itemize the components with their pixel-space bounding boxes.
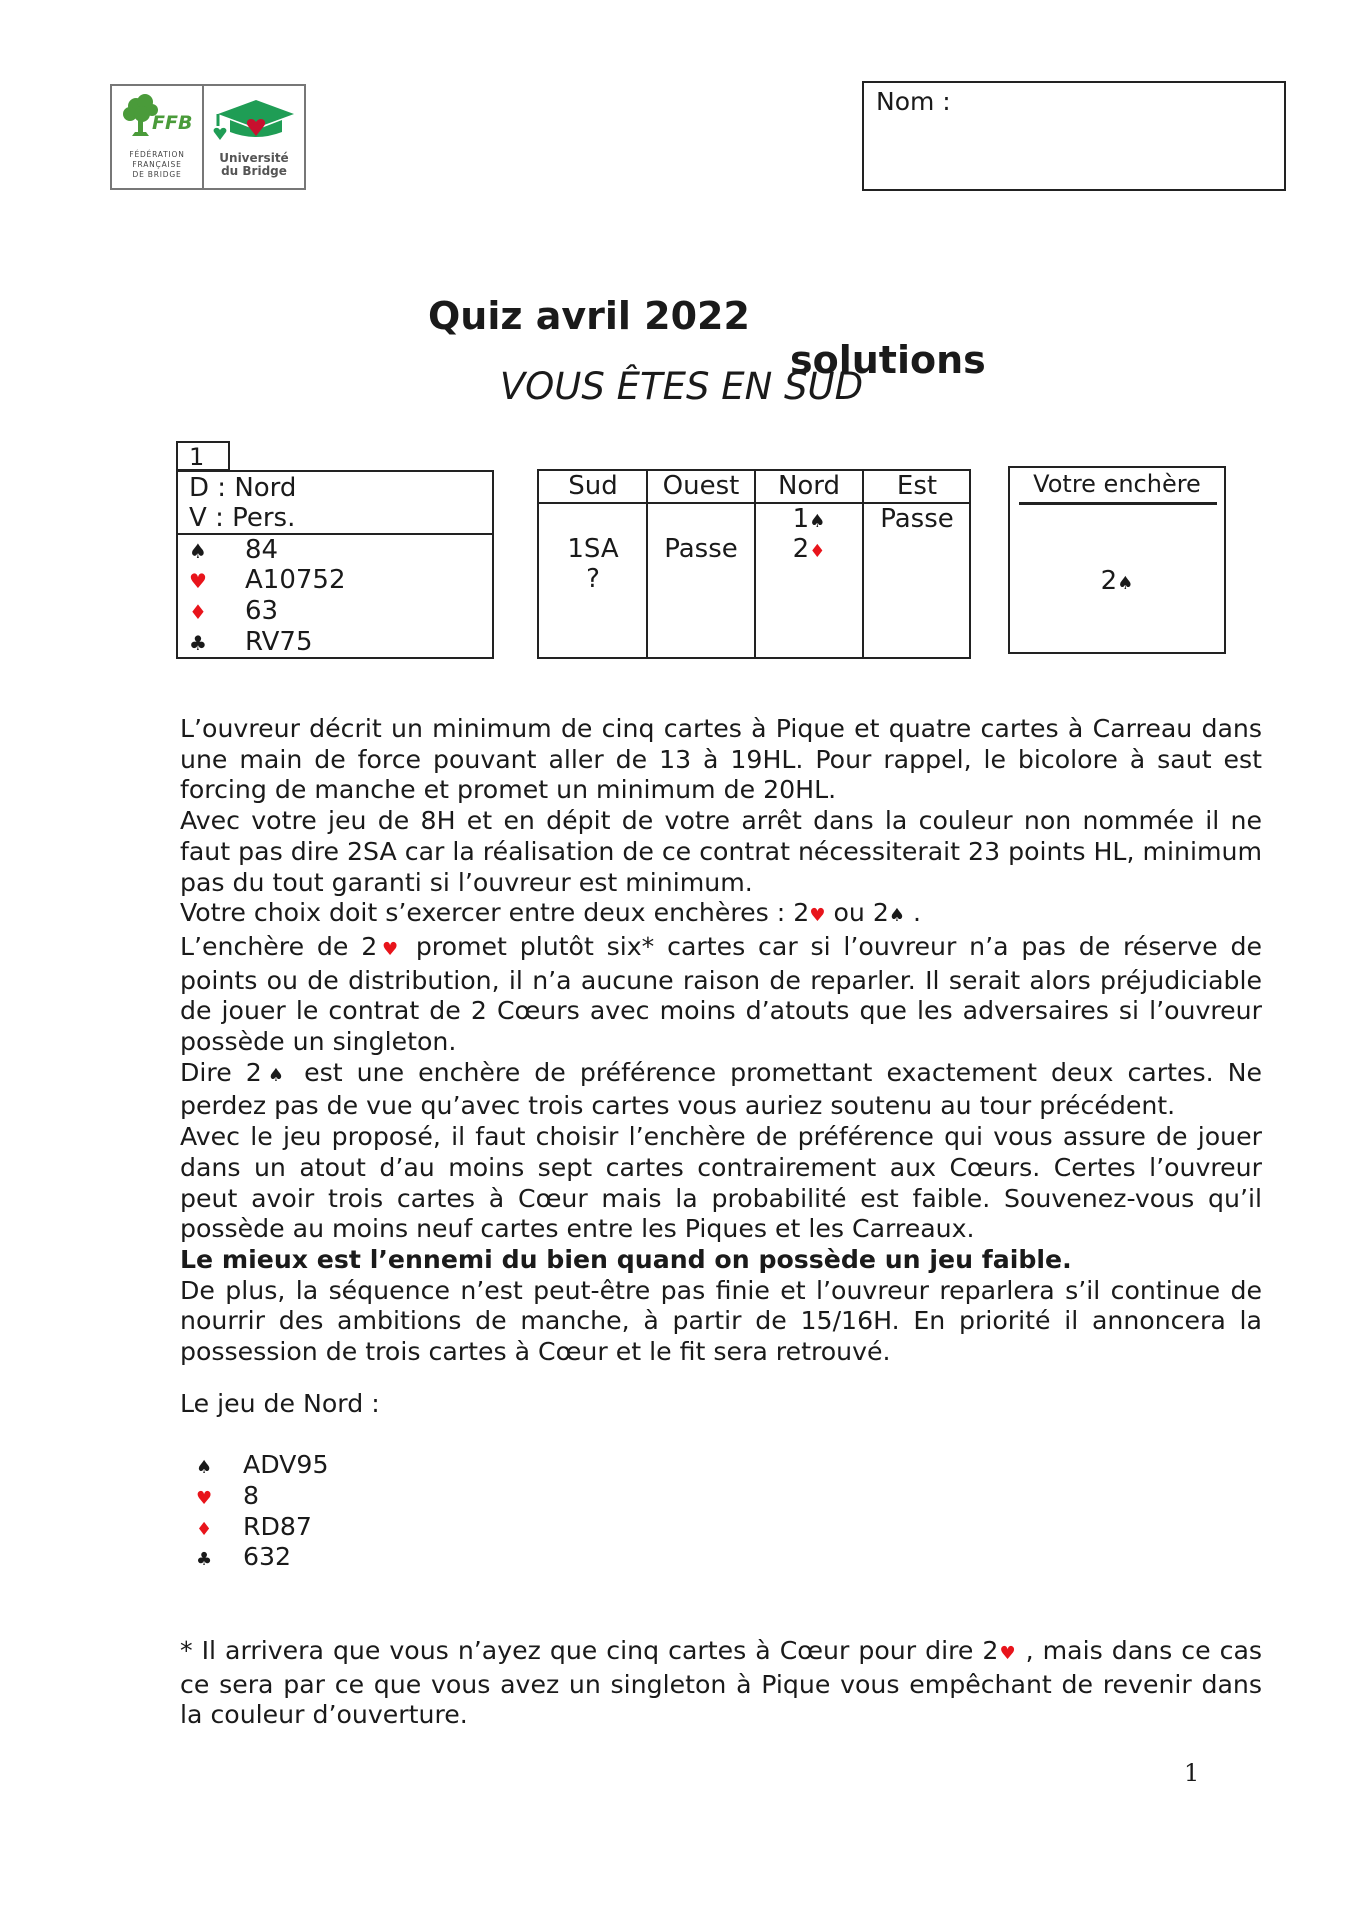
answer-label: Votre enchère — [1033, 470, 1201, 498]
north-hand-label: Le jeu de Nord : — [180, 1389, 380, 1418]
title-main: Quiz avril 2022 — [428, 294, 750, 338]
bidding-header: Ouest — [662, 471, 740, 501]
universite-text: du Bridge — [221, 164, 287, 178]
suit-cards: 632 — [243, 1542, 292, 1571]
paragraph: Votre choix doit s’exercer entre deux enchères : 2♥ ou 2♠ . — [180, 898, 922, 928]
ffb-logo-panel — [112, 86, 204, 188]
bid-call: Passe — [664, 534, 738, 564]
ffb-logo — [110, 84, 306, 190]
page-subtitle: VOUS ÊTES EN SUD — [499, 365, 864, 408]
suit-cards: 8 — [243, 1481, 260, 1510]
spades-icon: ♠ — [1117, 573, 1134, 594]
universite-text: Université — [219, 151, 289, 165]
name-field[interactable] — [862, 81, 1286, 191]
bidding-header: Sud — [568, 471, 618, 501]
paragraph: Dire 2♠ est une enchère de préférence promettant exactement deux cartes. Ne perdez pas de vue qu’avec trois cartes vous auriez soutenu au tour précédent. — [180, 1057, 1262, 1121]
bid-call: 2♦ — [792, 534, 826, 564]
solution-text — [180, 714, 1262, 1368]
paragraph: L’ouvreur décrit un minimum de cinq cartes à Pique et quatre cartes à Carreau dans une main de force pouvant aller de 13 à 19HL. Pour rappel, le bicolore à saut est forcing de manche et promet un minimum de 20HL. — [180, 714, 1262, 805]
key-sentence: Le mieux est l’ennemi du bien quand on possède un jeu faible. — [180, 1244, 1072, 1274]
hearts-icon: ♥ — [196, 1488, 213, 1509]
page-title — [0, 250, 1356, 382]
universite-logo-panel — [204, 86, 304, 188]
ffb-text-line: DE BRIDGE — [132, 170, 182, 179]
ffb-tree-icon — [112, 92, 200, 150]
suit-cards: 63 — [245, 596, 279, 626]
ffb-text-line: FÉDÉRATION — [129, 150, 185, 159]
spades-icon: ♠ — [809, 511, 826, 532]
graduation-cap-icon — [204, 92, 308, 148]
title-suffix: solutions — [790, 338, 986, 382]
footnote: * Il arrivera que vous n’ayez que cinq cartes à Cœur pour dire 2♥ , mais dans ce cas ce sera par ce que vous avez un singleton à Pique vous empêchant de revenir dans la couleur d’ouverture. — [180, 1636, 1263, 1730]
suit-cards: ADV95 — [243, 1450, 329, 1479]
spades-icon: ♠ — [888, 905, 906, 927]
north-hand-line — [196, 1542, 291, 1576]
ffb-mark-text: FFB — [152, 112, 193, 134]
south-hand-box — [176, 470, 494, 659]
suit-cards: 84 — [245, 535, 279, 565]
diamonds-icon: ♦ — [189, 600, 207, 624]
deal-number: 1 — [176, 441, 230, 471]
bidding-header: Nord — [777, 471, 841, 501]
suit-cards: RV75 — [245, 627, 313, 657]
paragraph: Avec le jeu proposé, il faut choisir l’enchère de préférence qui vous assure de jouer dans un atout d’au moins sept cartes contrairement aux Cœurs. Certes l’ouvreur peut avoir trois cartes à Cœur mais la probabilité est faible. Souvenez-vous qu’il possède au moins neuf cartes entre les Piques et les Carreaux. — [180, 1122, 1262, 1244]
paragraph: De plus, la séquence n’est peut-être pas finie et l’ouvreur reparlera s’il continue de nourrir des ambitions de manche, à partir de 15/16H. En priorité il annoncera la possession de trois cartes à Cœur et le fit sera retrouvé. — [180, 1275, 1262, 1367]
north-hand-line — [196, 1450, 328, 1484]
bid-call: 1SA — [567, 534, 619, 564]
bid-call: Passe — [880, 504, 954, 534]
south-hand-line — [189, 596, 278, 627]
hearts-icon: ♥ — [998, 1643, 1017, 1664]
hearts-icon: ♥ — [189, 569, 207, 593]
suit-cards: RD87 — [243, 1512, 312, 1541]
bid-call: ? — [586, 564, 600, 594]
vulnerability-line: V : Pers. — [189, 503, 296, 533]
name-label: Nom : — [876, 87, 951, 116]
bid-call: 1♠ — [792, 504, 826, 534]
spades-icon: ♠ — [261, 1064, 291, 1086]
paragraph: L’enchère de 2♥ promet plutôt six* cartes car si l’ouvreur n’a pas de réserve de points ou de distribution, il n’a aucune raison de reparler. Il serait alors préjudiciable de jouer le contrat de 2 Cœurs avec moins d’atouts que les adversaires si l’ouvreur possède un singleton. — [180, 931, 1262, 1057]
diamonds-icon: ♦ — [809, 541, 826, 562]
ffb-text-line: FRANÇAISE — [132, 160, 182, 169]
bidding-table — [537, 469, 971, 659]
dealer-line: D : Nord — [189, 473, 297, 503]
diamonds-icon: ♦ — [196, 1519, 213, 1540]
south-hand-line — [189, 627, 313, 658]
suit-cards: A10752 — [245, 565, 346, 595]
answer-bid: 2♠ — [1100, 566, 1134, 596]
clubs-icon: ♣ — [196, 1549, 213, 1570]
spades-icon: ♠ — [189, 539, 207, 563]
spades-icon: ♠ — [196, 1457, 213, 1478]
clubs-icon: ♣ — [189, 631, 207, 655]
north-hand-line — [196, 1512, 312, 1546]
bidding-header: Est — [896, 471, 938, 501]
south-hand-line — [189, 535, 278, 566]
page-number: 1 — [1184, 1759, 1200, 1787]
north-hand-line — [196, 1481, 259, 1515]
answer-box — [1008, 466, 1226, 654]
paragraph: Avec votre jeu de 8H et en dépit de votre arrêt dans la couleur non nommée il ne faut pas dire 2SA car la réalisation de ce contrat nécessiterait 23 points HL, minimum pas du tout garanti si l’ouvreur est minimum. — [180, 806, 1262, 897]
hearts-icon: ♥ — [377, 938, 403, 960]
south-hand-line — [189, 565, 346, 596]
hearts-icon: ♥ — [809, 905, 826, 927]
